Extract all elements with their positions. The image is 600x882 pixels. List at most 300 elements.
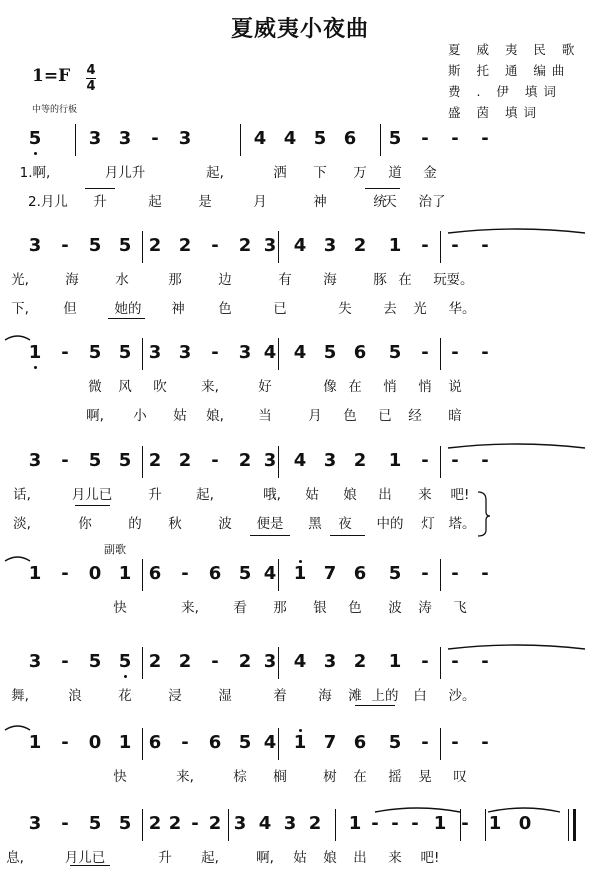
note: 3 xyxy=(323,651,337,672)
lyric-syllable: 晃 xyxy=(418,769,432,785)
lyric-syllable: 道 xyxy=(388,165,402,181)
lyric-syllable: 摇 xyxy=(388,769,402,785)
lyric-syllable: 来, xyxy=(201,379,219,395)
note: 6 xyxy=(343,128,357,149)
note: - xyxy=(61,450,69,471)
lyric-syllable: 海 xyxy=(65,272,79,288)
note: 2 xyxy=(168,813,182,834)
lyric-syllable: 水 xyxy=(115,272,129,288)
note: - xyxy=(151,128,159,149)
lyric-syllable: 失 xyxy=(338,301,352,317)
lyric-syllable: 月儿升 xyxy=(104,165,146,181)
note: 6 xyxy=(148,732,162,753)
note: 1 xyxy=(28,563,42,584)
note: - xyxy=(421,732,429,753)
note: 5 xyxy=(388,128,402,149)
barline xyxy=(278,338,279,370)
time-sig-top: 4 xyxy=(86,63,96,78)
barline xyxy=(573,809,576,841)
barline xyxy=(335,809,336,841)
note: - xyxy=(421,563,429,584)
lyric-syllable: 下, xyxy=(11,301,29,317)
note: 2 xyxy=(148,651,162,672)
note: 5 xyxy=(118,813,132,834)
lyric-syllable: 来 xyxy=(388,850,402,866)
lyric-syllable: 姑 xyxy=(305,487,319,503)
note: 5 xyxy=(388,563,402,584)
note: - xyxy=(461,813,469,834)
note: 5 xyxy=(88,651,102,672)
note: 5 xyxy=(88,813,102,834)
lyric-syllable: 话, xyxy=(13,487,31,503)
note: 5 xyxy=(118,651,132,672)
lyric-syllable: 起, xyxy=(201,850,219,866)
credit-line-2: 斯 托 通 编曲 xyxy=(448,63,571,78)
lyric-syllable: 快 xyxy=(113,600,127,616)
note: - xyxy=(451,342,459,363)
octave-high-dot xyxy=(299,560,302,563)
lyric-syllable: 秋 xyxy=(168,516,182,532)
tie-arc xyxy=(5,726,30,730)
note: - xyxy=(61,732,69,753)
barline xyxy=(278,446,279,478)
lyric-syllable: 海 xyxy=(323,272,337,288)
barline xyxy=(142,647,143,679)
eighth-underline xyxy=(75,505,110,506)
note: 3 xyxy=(148,342,162,363)
note: 2 xyxy=(178,651,192,672)
note: 1 xyxy=(433,813,447,834)
lyric-syllable: 边 xyxy=(218,272,232,288)
note: 0 xyxy=(88,563,102,584)
eighth-underline xyxy=(70,865,110,866)
note: 4 xyxy=(258,813,272,834)
note: 1 xyxy=(388,450,402,471)
lyric-syllable: 你 xyxy=(78,516,92,532)
note: 3 xyxy=(178,128,192,149)
tie-arc xyxy=(448,645,585,649)
note: 5 xyxy=(88,235,102,256)
note: - xyxy=(421,128,429,149)
lyric-syllable: 息, xyxy=(6,850,24,866)
note: 1 xyxy=(28,732,42,753)
barline xyxy=(440,338,441,370)
lyric-syllable: 月儿已 xyxy=(64,850,106,866)
note: 4 xyxy=(293,342,307,363)
dot-marker xyxy=(34,152,37,155)
note: 5 xyxy=(88,450,102,471)
note: 6 xyxy=(353,563,367,584)
lyric-syllable: 吹 xyxy=(153,379,167,395)
lyric-syllable: 花 xyxy=(118,688,132,704)
lyric-syllable: 夜 xyxy=(338,516,352,532)
lyric-syllable: 色 xyxy=(218,301,232,317)
note: - xyxy=(211,235,219,256)
barline xyxy=(142,559,143,591)
lyric-syllable: 已 xyxy=(378,408,392,424)
note: - xyxy=(481,732,489,753)
barline xyxy=(568,809,569,841)
note: - xyxy=(481,450,489,471)
lyric-syllable: 升 xyxy=(158,850,172,866)
note: 5 xyxy=(118,342,132,363)
note: 4 xyxy=(293,450,307,471)
barline xyxy=(440,728,441,760)
lyric-syllable: 金 xyxy=(423,165,437,181)
credit-line-3: 费 . 伊 填词 xyxy=(448,84,562,99)
lyric-syllable: 她的 xyxy=(114,301,142,317)
credit-line-4: 盛 茵 填词 xyxy=(448,105,542,120)
note: - xyxy=(421,450,429,471)
lyric-syllable: 月 xyxy=(308,408,322,424)
note: 3 xyxy=(283,813,297,834)
lyric-syllable: 升 xyxy=(148,487,162,503)
key-signature: 1=F xyxy=(32,66,71,86)
lyric-syllable: 1.啊, xyxy=(19,165,51,181)
barline xyxy=(485,809,486,841)
note: - xyxy=(391,813,399,834)
lyric-syllable: 已 xyxy=(273,301,287,317)
note: 3 xyxy=(28,450,42,471)
lyric-syllable: 治了 xyxy=(418,194,446,210)
note: - xyxy=(61,342,69,363)
barline xyxy=(142,338,143,370)
note: 1 xyxy=(488,813,502,834)
lyric-syllable: 中的 xyxy=(376,516,404,532)
barline xyxy=(460,809,461,841)
eighth-underline xyxy=(355,705,395,706)
lyric-syllable: 好 xyxy=(258,379,272,395)
lyric-syllable: 娘 xyxy=(323,850,337,866)
note: - xyxy=(211,342,219,363)
note: 1 xyxy=(28,342,42,363)
lyric-syllable: 色 xyxy=(343,408,357,424)
note: 3 xyxy=(323,450,337,471)
lyric-syllable: 去 xyxy=(383,301,397,317)
lyric-syllable: 快 xyxy=(113,769,127,785)
note: 2 xyxy=(178,450,192,471)
lyric-syllable: 有 xyxy=(278,272,292,288)
lyric-syllable: 起 xyxy=(148,194,162,210)
note: 2 xyxy=(208,813,222,834)
note: - xyxy=(451,563,459,584)
lyric-syllable: 神 xyxy=(313,194,327,210)
note: 3 xyxy=(28,813,42,834)
lyric-syllable: 姑 xyxy=(293,850,307,866)
note: 0 xyxy=(518,813,532,834)
note: - xyxy=(181,732,189,753)
tie-arc xyxy=(5,557,30,561)
eighth-underline xyxy=(108,318,145,319)
verse-brace xyxy=(478,492,490,536)
note: 3 xyxy=(238,342,252,363)
note: - xyxy=(211,651,219,672)
lyric-syllable: 着 xyxy=(273,688,287,704)
note: 2 xyxy=(148,450,162,471)
barline xyxy=(228,809,229,841)
lyric-syllable: 说 xyxy=(448,379,462,395)
lyric-syllable: 啊, xyxy=(256,850,274,866)
barline xyxy=(240,124,241,156)
dot-marker xyxy=(124,675,127,678)
note: 1 xyxy=(118,563,132,584)
note: 5 xyxy=(118,450,132,471)
note: 2 xyxy=(353,450,367,471)
note: 5 xyxy=(388,732,402,753)
note: 5 xyxy=(118,235,132,256)
lyric-syllable: 那 xyxy=(273,600,287,616)
note: - xyxy=(481,235,489,256)
note: 6 xyxy=(208,563,222,584)
barline xyxy=(278,728,279,760)
note: - xyxy=(451,235,459,256)
lyric-syllable: 看 xyxy=(233,600,247,616)
lyric-syllable: 光, xyxy=(11,272,29,288)
barline xyxy=(142,809,143,841)
note: 2 xyxy=(353,651,367,672)
barline xyxy=(278,559,279,591)
note: 6 xyxy=(148,563,162,584)
tie-arc xyxy=(488,808,560,812)
dot-marker xyxy=(34,366,37,369)
note: 6 xyxy=(353,342,367,363)
lyric-syllable: 色 xyxy=(348,600,362,616)
note: - xyxy=(481,563,489,584)
note: 5 xyxy=(28,128,42,149)
note: 0 xyxy=(88,732,102,753)
note: 2 xyxy=(353,235,367,256)
lyric-syllable: 起, xyxy=(196,487,214,503)
note: - xyxy=(421,651,429,672)
note: 3 xyxy=(233,813,247,834)
lyric-syllable: 海 xyxy=(318,688,332,704)
lyric-syllable: 舞, xyxy=(11,688,29,704)
barline xyxy=(440,647,441,679)
lyric-syllable: 月 xyxy=(253,194,267,210)
eighth-underline xyxy=(330,535,365,536)
note: - xyxy=(191,813,199,834)
tie-arc xyxy=(375,808,460,812)
note: - xyxy=(421,342,429,363)
lyric-syllable: 神 xyxy=(171,301,185,317)
lyric-syllable: 来, xyxy=(176,769,194,785)
lyric-syllable: 便是 xyxy=(256,516,284,532)
eighth-underline xyxy=(250,535,290,536)
lyric-syllable: 风 xyxy=(118,379,132,395)
note: 3 xyxy=(263,651,277,672)
note: 4 xyxy=(293,235,307,256)
note: 3 xyxy=(263,450,277,471)
lyric-syllable: 悄 xyxy=(383,379,397,395)
note: 1 xyxy=(348,813,362,834)
note: 2 xyxy=(148,235,162,256)
lyric-syllable: 塔。 xyxy=(448,516,476,532)
note: - xyxy=(411,813,419,834)
lyric-syllable: 叹 xyxy=(453,769,467,785)
lyric-syllable: 万 xyxy=(353,165,367,181)
lyric-syllable: 姑 xyxy=(173,408,187,424)
lyric-syllable: 洒 xyxy=(273,165,287,181)
song-title: 夏威夷小夜曲 xyxy=(230,17,369,42)
lyric-syllable: 淡, xyxy=(13,516,31,532)
note: - xyxy=(61,563,69,584)
note: 5 xyxy=(313,128,327,149)
lyric-syllable: 波 xyxy=(218,516,232,532)
note: 3 xyxy=(28,651,42,672)
note: - xyxy=(451,128,459,149)
lyric-syllable: 暗 xyxy=(448,408,462,424)
note: 6 xyxy=(353,732,367,753)
lyric-syllable: 的 xyxy=(128,516,142,532)
time-sig-bottom: 4 xyxy=(86,79,96,94)
note: 2 xyxy=(148,813,162,834)
note: 4 xyxy=(263,732,277,753)
section-label: 副歌 xyxy=(104,543,126,556)
note: 3 xyxy=(178,342,192,363)
lyric-syllable: 啊, xyxy=(86,408,104,424)
lyric-syllable: 光 xyxy=(413,301,427,317)
barline xyxy=(142,446,143,478)
lyric-syllable: 白 xyxy=(413,688,427,704)
note: 1 xyxy=(388,235,402,256)
lyric-syllable: 豚 xyxy=(373,272,387,288)
note: - xyxy=(481,342,489,363)
lyric-syllable: 微 xyxy=(88,379,102,395)
note: 6 xyxy=(208,732,222,753)
lyric-syllable: 在 xyxy=(398,272,412,288)
tie-arc xyxy=(448,229,585,233)
note: 1 xyxy=(293,732,307,753)
lyric-syllable: 2.月儿 xyxy=(28,194,68,210)
lyric-syllable: 当 xyxy=(258,408,272,424)
note: 3 xyxy=(263,235,277,256)
lyric-syllable: 棕 xyxy=(233,769,247,785)
note: 2 xyxy=(238,235,252,256)
lyric-syllable: 来 xyxy=(418,487,432,503)
barline xyxy=(142,231,143,263)
note: 4 xyxy=(263,563,277,584)
note: 1 xyxy=(388,651,402,672)
lyric-syllable: 是 xyxy=(198,194,212,210)
note: 2 xyxy=(238,651,252,672)
lyric-syllable: 但 xyxy=(63,301,77,317)
note: 3 xyxy=(323,235,337,256)
barline xyxy=(380,124,381,156)
lyric-syllable: 统 xyxy=(373,194,387,210)
note: - xyxy=(61,813,69,834)
note: 3 xyxy=(118,128,132,149)
note: - xyxy=(61,235,69,256)
note: 4 xyxy=(283,128,297,149)
note: 2 xyxy=(238,450,252,471)
note: 4 xyxy=(293,651,307,672)
barline xyxy=(278,231,279,263)
lyric-syllable: 经 xyxy=(408,408,422,424)
note: - xyxy=(451,651,459,672)
lyric-syllable: 天 xyxy=(383,194,397,210)
note: 7 xyxy=(323,563,337,584)
lyric-syllable: 小 xyxy=(133,408,147,424)
note: 1 xyxy=(118,732,132,753)
lyric-syllable: 沙。 xyxy=(448,688,476,704)
lyric-syllable: 湿 xyxy=(218,688,232,704)
lyric-syllable: 浪 xyxy=(68,688,82,704)
lyric-syllable: 榈 xyxy=(273,769,287,785)
barline xyxy=(440,231,441,263)
eighth-underline xyxy=(365,188,400,189)
tie-arc xyxy=(5,336,30,340)
lyric-syllable: 玩 xyxy=(433,272,447,288)
lyric-syllable: 吧! xyxy=(420,850,440,866)
note: 2 xyxy=(178,235,192,256)
note: - xyxy=(481,651,489,672)
lyric-syllable: 下 xyxy=(313,165,327,181)
lyric-syllable: 树 xyxy=(323,769,337,785)
barline xyxy=(278,647,279,679)
barline xyxy=(142,728,143,760)
lyric-syllable: 出 xyxy=(353,850,367,866)
tempo-marking: 中等的行板 xyxy=(32,105,78,115)
barline xyxy=(440,559,441,591)
note: - xyxy=(61,651,69,672)
lyric-syllable: 吧! xyxy=(450,487,470,503)
note: 1 xyxy=(293,563,307,584)
lyric-syllable: 上的 xyxy=(371,688,399,704)
lyric-syllable: 悄 xyxy=(418,379,432,395)
note: 5 xyxy=(88,342,102,363)
barline xyxy=(75,124,76,156)
note: 5 xyxy=(238,563,252,584)
note: - xyxy=(451,732,459,753)
lyric-syllable: 滩 xyxy=(348,688,362,704)
lyric-syllable: 那 xyxy=(168,272,182,288)
lyric-syllable: 耍。 xyxy=(446,272,474,288)
note: 7 xyxy=(323,732,337,753)
note: 4 xyxy=(253,128,267,149)
lyric-syllable: 娘, xyxy=(206,408,224,424)
eighth-underline xyxy=(85,188,115,189)
lyric-syllable: 哦, xyxy=(263,487,281,503)
lyric-syllable: 在 xyxy=(353,769,367,785)
note: - xyxy=(421,235,429,256)
note: 4 xyxy=(263,342,277,363)
lyric-syllable: 升 xyxy=(93,194,107,210)
note: - xyxy=(371,813,379,834)
lyric-syllable: 出 xyxy=(378,487,392,503)
note: 5 xyxy=(388,342,402,363)
note: 3 xyxy=(28,235,42,256)
note: - xyxy=(181,563,189,584)
note: 2 xyxy=(308,813,322,834)
time-signature xyxy=(86,64,96,93)
lyric-syllable: 华。 xyxy=(448,301,476,317)
lyric-syllable: 起, xyxy=(206,165,224,181)
tie-arc xyxy=(448,444,585,448)
note: - xyxy=(211,450,219,471)
lyric-syllable: 波 xyxy=(388,600,402,616)
lyric-syllable: 娘 xyxy=(343,487,357,503)
lyric-syllable: 灯 xyxy=(421,516,435,532)
note: 5 xyxy=(238,732,252,753)
note: - xyxy=(481,128,489,149)
lyric-syllable: 来, xyxy=(181,600,199,616)
credit-line-1: 夏 威 夷 民 歌 xyxy=(448,42,581,57)
barline xyxy=(440,446,441,478)
lyric-syllable: 涛 xyxy=(418,600,432,616)
lyric-syllable: 在 xyxy=(348,379,362,395)
lyric-syllable: 飞 xyxy=(453,600,467,616)
lyric-syllable: 月儿已 xyxy=(71,487,113,503)
